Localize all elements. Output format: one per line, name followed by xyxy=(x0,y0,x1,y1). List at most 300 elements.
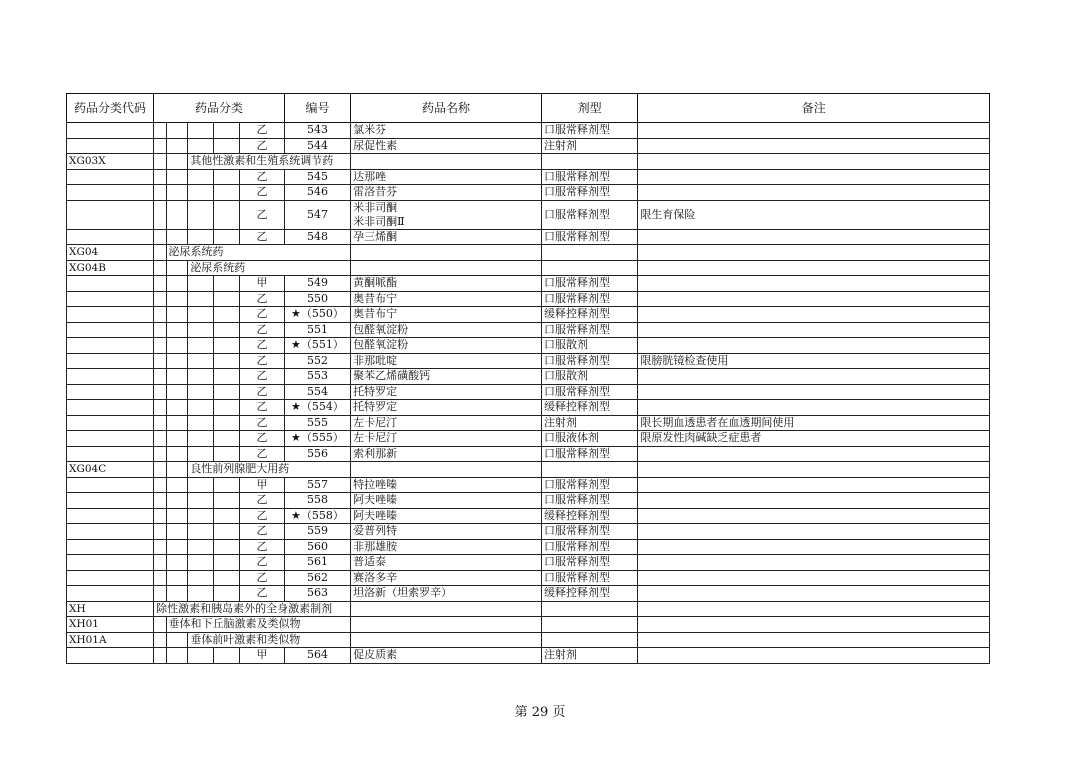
drug-name: 爱普列特 xyxy=(351,524,542,540)
indent-cell xyxy=(214,384,240,400)
table-row xyxy=(67,123,990,139)
indent-cell xyxy=(154,307,166,323)
indent-cell xyxy=(214,138,240,154)
remarks xyxy=(638,260,990,276)
indent-cell xyxy=(166,200,188,229)
level-badge: 乙 xyxy=(240,185,285,201)
indent-cell xyxy=(214,431,240,447)
item-number: 549 xyxy=(284,276,350,292)
indent-cell xyxy=(214,338,240,354)
level-badge: 乙 xyxy=(240,200,285,229)
level-badge: 乙 xyxy=(240,555,285,571)
indent-cell xyxy=(166,154,188,170)
indent-cell xyxy=(188,307,214,323)
indent-cell xyxy=(214,415,240,431)
indent-cell xyxy=(166,586,188,602)
indent-cell xyxy=(214,555,240,571)
remarks xyxy=(638,229,990,245)
indent-cell xyxy=(188,169,214,185)
category-label: 其他性激素和生殖系统调节药 xyxy=(188,154,284,170)
indent-cell xyxy=(188,338,214,354)
drug-name: 奥昔布宁 xyxy=(351,291,542,307)
drug-name: 包醛氧淀粉 xyxy=(351,322,542,338)
remarks xyxy=(638,555,990,571)
indent-cell xyxy=(188,524,214,540)
indent-cell xyxy=(154,400,166,416)
drug-name: 促皮质素 xyxy=(351,648,542,664)
table-row xyxy=(67,138,990,154)
indent-cell xyxy=(154,586,166,602)
indent-cell xyxy=(154,462,166,478)
dosage-form: 口服常释剂型 xyxy=(541,169,637,185)
indent-cell xyxy=(214,648,240,664)
drug-name: 索利那新 xyxy=(351,446,542,462)
level-badge: 乙 xyxy=(240,138,285,154)
header-category: 药品分类 xyxy=(154,94,285,123)
level-badge: 乙 xyxy=(240,431,285,447)
indent-cell xyxy=(154,291,166,307)
indent-cell xyxy=(154,138,166,154)
indent-cell xyxy=(166,462,188,478)
indent-cell xyxy=(154,524,166,540)
classification-code xyxy=(67,353,154,369)
indent-cell xyxy=(188,369,214,385)
classification-code: XH01 xyxy=(67,617,154,633)
remarks xyxy=(638,508,990,524)
dosage-form xyxy=(541,245,637,261)
dosage-form: 口服散剂 xyxy=(541,338,637,354)
indent-cell xyxy=(166,169,188,185)
classification-code xyxy=(67,185,154,201)
dosage-form xyxy=(541,260,637,276)
classification-code xyxy=(67,384,154,400)
item-number: 552 xyxy=(284,353,350,369)
indent-cell xyxy=(214,307,240,323)
remarks xyxy=(638,570,990,586)
item-number xyxy=(284,260,350,276)
dosage-form: 口服常释剂型 xyxy=(541,353,637,369)
indent-cell xyxy=(188,384,214,400)
drug-name: 阿夫唑嗪 xyxy=(351,508,542,524)
item-number: 561 xyxy=(284,555,350,571)
drug-name: 赛洛多辛 xyxy=(351,570,542,586)
indent-cell xyxy=(166,229,188,245)
indent-cell xyxy=(188,446,214,462)
level-badge: 甲 xyxy=(240,276,285,292)
indent-cell xyxy=(166,307,188,323)
drug-name xyxy=(351,260,542,276)
dosage-form: 口服常释剂型 xyxy=(541,200,637,229)
indent-cell xyxy=(154,648,166,664)
dosage-form: 口服常释剂型 xyxy=(541,570,637,586)
remarks xyxy=(638,601,990,617)
level-badge: 乙 xyxy=(240,338,285,354)
remarks xyxy=(638,462,990,478)
indent-cell xyxy=(154,477,166,493)
level-badge: 乙 xyxy=(240,322,285,338)
indent-cell xyxy=(154,123,166,139)
table-row xyxy=(67,446,990,462)
item-number: 545 xyxy=(284,169,350,185)
page-number: 第 29 页 xyxy=(514,705,566,720)
classification-code xyxy=(67,276,154,292)
indent-cell xyxy=(154,338,166,354)
indent-cell xyxy=(188,353,214,369)
item-number: 550 xyxy=(284,291,350,307)
dosage-form: 缓释控释剂型 xyxy=(541,508,637,524)
indent-cell xyxy=(154,229,166,245)
drug-name: 黄酮哌酯 xyxy=(351,276,542,292)
indent-cell xyxy=(214,493,240,509)
indent-cell xyxy=(166,648,188,664)
level-badge: 乙 xyxy=(240,586,285,602)
remarks xyxy=(638,400,990,416)
indent-cell xyxy=(188,493,214,509)
indent-cell xyxy=(214,123,240,139)
category-row xyxy=(67,601,990,617)
classification-code: XG03X xyxy=(67,154,154,170)
drug-name: 非那吡啶 xyxy=(351,353,542,369)
indent-cell xyxy=(214,369,240,385)
header-dosage-form: 剂型 xyxy=(541,94,637,123)
indent-cell xyxy=(166,632,188,648)
indent-cell xyxy=(188,415,214,431)
remarks: 限长期血透患者在血透期间使用 xyxy=(638,415,990,431)
remarks xyxy=(638,617,990,633)
item-number: 553 xyxy=(284,369,350,385)
classification-code xyxy=(67,477,154,493)
indent-cell xyxy=(188,185,214,201)
indent-cell xyxy=(154,154,166,170)
item-number xyxy=(284,245,350,261)
dosage-form: 口服常释剂型 xyxy=(541,446,637,462)
indent-cell xyxy=(154,353,166,369)
header-code: 药品分类代码 xyxy=(67,94,154,123)
table-row xyxy=(67,369,990,385)
indent-cell xyxy=(214,276,240,292)
indent-cell xyxy=(166,260,188,276)
indent-cell xyxy=(154,508,166,524)
level-badge: 乙 xyxy=(240,353,285,369)
classification-code xyxy=(67,307,154,323)
level-badge: 乙 xyxy=(240,539,285,555)
indent-cell xyxy=(154,415,166,431)
indent-cell xyxy=(166,555,188,571)
dosage-form: 口服常释剂型 xyxy=(541,185,637,201)
remarks: 限原发性肉碱缺乏症患者 xyxy=(638,431,990,447)
indent-cell xyxy=(188,123,214,139)
category-label: 垂体前叶激素和类似物 xyxy=(188,632,284,648)
remarks xyxy=(638,322,990,338)
item-number: 558 xyxy=(284,493,350,509)
remarks xyxy=(638,276,990,292)
item-number: 557 xyxy=(284,477,350,493)
item-number: 559 xyxy=(284,524,350,540)
table-body xyxy=(67,123,990,664)
header-remarks: 备注 xyxy=(638,94,990,123)
indent-cell xyxy=(166,276,188,292)
level-badge: 乙 xyxy=(240,446,285,462)
table-row xyxy=(67,353,990,369)
dosage-form: 口服常释剂型 xyxy=(541,493,637,509)
indent-cell xyxy=(154,617,166,633)
indent-cell xyxy=(214,400,240,416)
dosage-form: 口服常释剂型 xyxy=(541,539,637,555)
level-badge: 乙 xyxy=(240,570,285,586)
dosage-form: 口服常释剂型 xyxy=(541,477,637,493)
indent-cell xyxy=(166,508,188,524)
classification-code xyxy=(67,415,154,431)
category-row xyxy=(67,260,990,276)
dosage-form: 缓释控释剂型 xyxy=(541,400,637,416)
item-number: 548 xyxy=(284,229,350,245)
classification-code xyxy=(67,539,154,555)
table-row xyxy=(67,307,990,323)
drug-name: 托特罗定 xyxy=(351,384,542,400)
table-row xyxy=(67,229,990,245)
remarks xyxy=(638,154,990,170)
remarks xyxy=(638,185,990,201)
drug-name: 托特罗定 xyxy=(351,400,542,416)
level-badge: 乙 xyxy=(240,524,285,540)
table-row xyxy=(67,322,990,338)
drug-name: 孕三烯酮 xyxy=(351,229,542,245)
drug-name: 特拉唑嗪 xyxy=(351,477,542,493)
indent-cell xyxy=(166,539,188,555)
indent-cell xyxy=(166,322,188,338)
drug-name: 雷洛昔芬 xyxy=(351,185,542,201)
indent-cell xyxy=(214,200,240,229)
indent-cell xyxy=(214,169,240,185)
drug-name: 左卡尼汀 xyxy=(351,431,542,447)
item-number: 560 xyxy=(284,539,350,555)
indent-cell xyxy=(166,415,188,431)
item-number: ★（550） xyxy=(284,307,350,323)
remarks xyxy=(638,123,990,139)
indent-cell xyxy=(188,570,214,586)
indent-cell xyxy=(188,322,214,338)
indent-cell xyxy=(154,493,166,509)
classification-code xyxy=(67,586,154,602)
remarks: 限膀胱镜检查使用 xyxy=(638,353,990,369)
table-row xyxy=(67,185,990,201)
remarks xyxy=(638,338,990,354)
drug-catalog-sheet xyxy=(66,93,990,664)
remarks xyxy=(638,446,990,462)
indent-cell xyxy=(188,539,214,555)
table-row xyxy=(67,648,990,664)
indent-cell xyxy=(214,508,240,524)
remarks xyxy=(638,307,990,323)
dosage-form: 注射剂 xyxy=(541,415,637,431)
category-row xyxy=(67,245,990,261)
dosage-form: 口服常释剂型 xyxy=(541,524,637,540)
classification-code xyxy=(67,291,154,307)
indent-cell xyxy=(154,431,166,447)
drug-name: 氯米芬 xyxy=(351,123,542,139)
classification-code xyxy=(67,446,154,462)
item-number: 547 xyxy=(284,200,350,229)
dosage-form: 口服常释剂型 xyxy=(541,555,637,571)
classification-code xyxy=(67,648,154,664)
table-row xyxy=(67,477,990,493)
category-row xyxy=(67,617,990,633)
classification-code xyxy=(67,493,154,509)
indent-cell xyxy=(214,539,240,555)
remarks xyxy=(638,493,990,509)
indent-cell xyxy=(214,570,240,586)
classification-code xyxy=(67,524,154,540)
indent-cell xyxy=(188,648,214,664)
level-badge: 乙 xyxy=(240,508,285,524)
table-row xyxy=(67,384,990,400)
level-badge: 乙 xyxy=(240,400,285,416)
classification-code xyxy=(67,369,154,385)
indent-cell xyxy=(166,524,188,540)
indent-cell xyxy=(188,431,214,447)
drug-name xyxy=(351,601,542,617)
drug-name xyxy=(351,245,542,261)
level-badge: 乙 xyxy=(240,384,285,400)
dosage-form xyxy=(541,632,637,648)
remarks: 限生育保险 xyxy=(638,200,990,229)
indent-cell xyxy=(214,291,240,307)
indent-cell xyxy=(188,138,214,154)
indent-cell xyxy=(188,555,214,571)
level-badge: 乙 xyxy=(240,493,285,509)
drug-name: 左卡尼汀 xyxy=(351,415,542,431)
indent-cell xyxy=(154,555,166,571)
level-badge: 乙 xyxy=(240,229,285,245)
dosage-form: 口服常释剂型 xyxy=(541,229,637,245)
dosage-form: 口服常释剂型 xyxy=(541,322,637,338)
level-badge: 甲 xyxy=(240,477,285,493)
table-row xyxy=(67,570,990,586)
indent-cell xyxy=(214,229,240,245)
category-label: 泌尿系统药 xyxy=(188,260,284,276)
drug-name xyxy=(351,617,542,633)
classification-code xyxy=(67,508,154,524)
indent-cell xyxy=(154,245,166,261)
table-row xyxy=(67,415,990,431)
indent-cell xyxy=(214,477,240,493)
item-number: 543 xyxy=(284,123,350,139)
item-number xyxy=(284,462,350,478)
indent-cell xyxy=(214,322,240,338)
header-number: 编号 xyxy=(284,94,350,123)
table-row xyxy=(67,493,990,509)
indent-cell xyxy=(188,291,214,307)
indent-cell xyxy=(214,524,240,540)
indent-cell xyxy=(166,338,188,354)
dosage-form: 口服常释剂型 xyxy=(541,276,637,292)
indent-cell xyxy=(154,169,166,185)
category-row xyxy=(67,632,990,648)
dosage-form: 注射剂 xyxy=(541,138,637,154)
indent-cell xyxy=(214,185,240,201)
item-number: ★（555） xyxy=(284,431,350,447)
indent-cell xyxy=(214,446,240,462)
dosage-form: 缓释控释剂型 xyxy=(541,307,637,323)
table-row xyxy=(67,508,990,524)
table-row xyxy=(67,276,990,292)
indent-cell xyxy=(188,477,214,493)
indent-cell xyxy=(166,291,188,307)
remarks xyxy=(638,648,990,664)
classification-code xyxy=(67,169,154,185)
item-number: 546 xyxy=(284,185,350,201)
indent-cell xyxy=(188,400,214,416)
item-number: 544 xyxy=(284,138,350,154)
category-label: 垂体和下丘脑激素及类似物 xyxy=(166,617,284,633)
dosage-form: 口服常释剂型 xyxy=(541,291,637,307)
dosage-form: 口服常释剂型 xyxy=(541,384,637,400)
table-row xyxy=(67,338,990,354)
classification-code xyxy=(67,431,154,447)
indent-cell xyxy=(188,508,214,524)
header-drug-name: 药品名称 xyxy=(351,94,542,123)
indent-cell xyxy=(154,570,166,586)
indent-cell xyxy=(166,431,188,447)
dosage-form: 注射剂 xyxy=(541,648,637,664)
table-row xyxy=(67,431,990,447)
remarks xyxy=(638,539,990,555)
drug-name: 尿促性素 xyxy=(351,138,542,154)
indent-cell xyxy=(154,276,166,292)
classification-code xyxy=(67,138,154,154)
indent-cell xyxy=(154,369,166,385)
item-number: ★（551） xyxy=(284,338,350,354)
category-label: 除性激素和胰岛素外的全身激素制剂 xyxy=(154,601,285,617)
dosage-form: 口服散剂 xyxy=(541,369,637,385)
classification-code xyxy=(67,400,154,416)
indent-cell xyxy=(188,200,214,229)
classification-code: XG04 xyxy=(67,245,154,261)
classification-code: XG04C xyxy=(67,462,154,478)
dosage-form: 缓释控释剂型 xyxy=(541,586,637,602)
classification-code xyxy=(67,555,154,571)
drug-name xyxy=(351,632,542,648)
table-row xyxy=(67,555,990,571)
classification-code: XH xyxy=(67,601,154,617)
drug-name: 包醛氧淀粉 xyxy=(351,338,542,354)
category-label: 良性前列腺肥大用药 xyxy=(188,462,284,478)
table-row xyxy=(67,400,990,416)
dosage-form xyxy=(541,462,637,478)
level-badge: 乙 xyxy=(240,307,285,323)
indent-cell xyxy=(166,477,188,493)
table-row xyxy=(67,169,990,185)
indent-cell xyxy=(166,384,188,400)
indent-cell xyxy=(188,586,214,602)
item-number: ★（554） xyxy=(284,400,350,416)
indent-cell xyxy=(214,353,240,369)
table-row xyxy=(67,524,990,540)
indent-cell xyxy=(154,446,166,462)
dosage-form: 口服液体剂 xyxy=(541,431,637,447)
level-badge: 乙 xyxy=(240,291,285,307)
remarks xyxy=(638,632,990,648)
indent-cell xyxy=(154,632,166,648)
level-badge: 乙 xyxy=(240,369,285,385)
remarks xyxy=(638,169,990,185)
item-number: 556 xyxy=(284,446,350,462)
table-row xyxy=(67,539,990,555)
indent-cell xyxy=(166,123,188,139)
indent-cell xyxy=(166,185,188,201)
dosage-form xyxy=(541,601,637,617)
remarks xyxy=(638,524,990,540)
